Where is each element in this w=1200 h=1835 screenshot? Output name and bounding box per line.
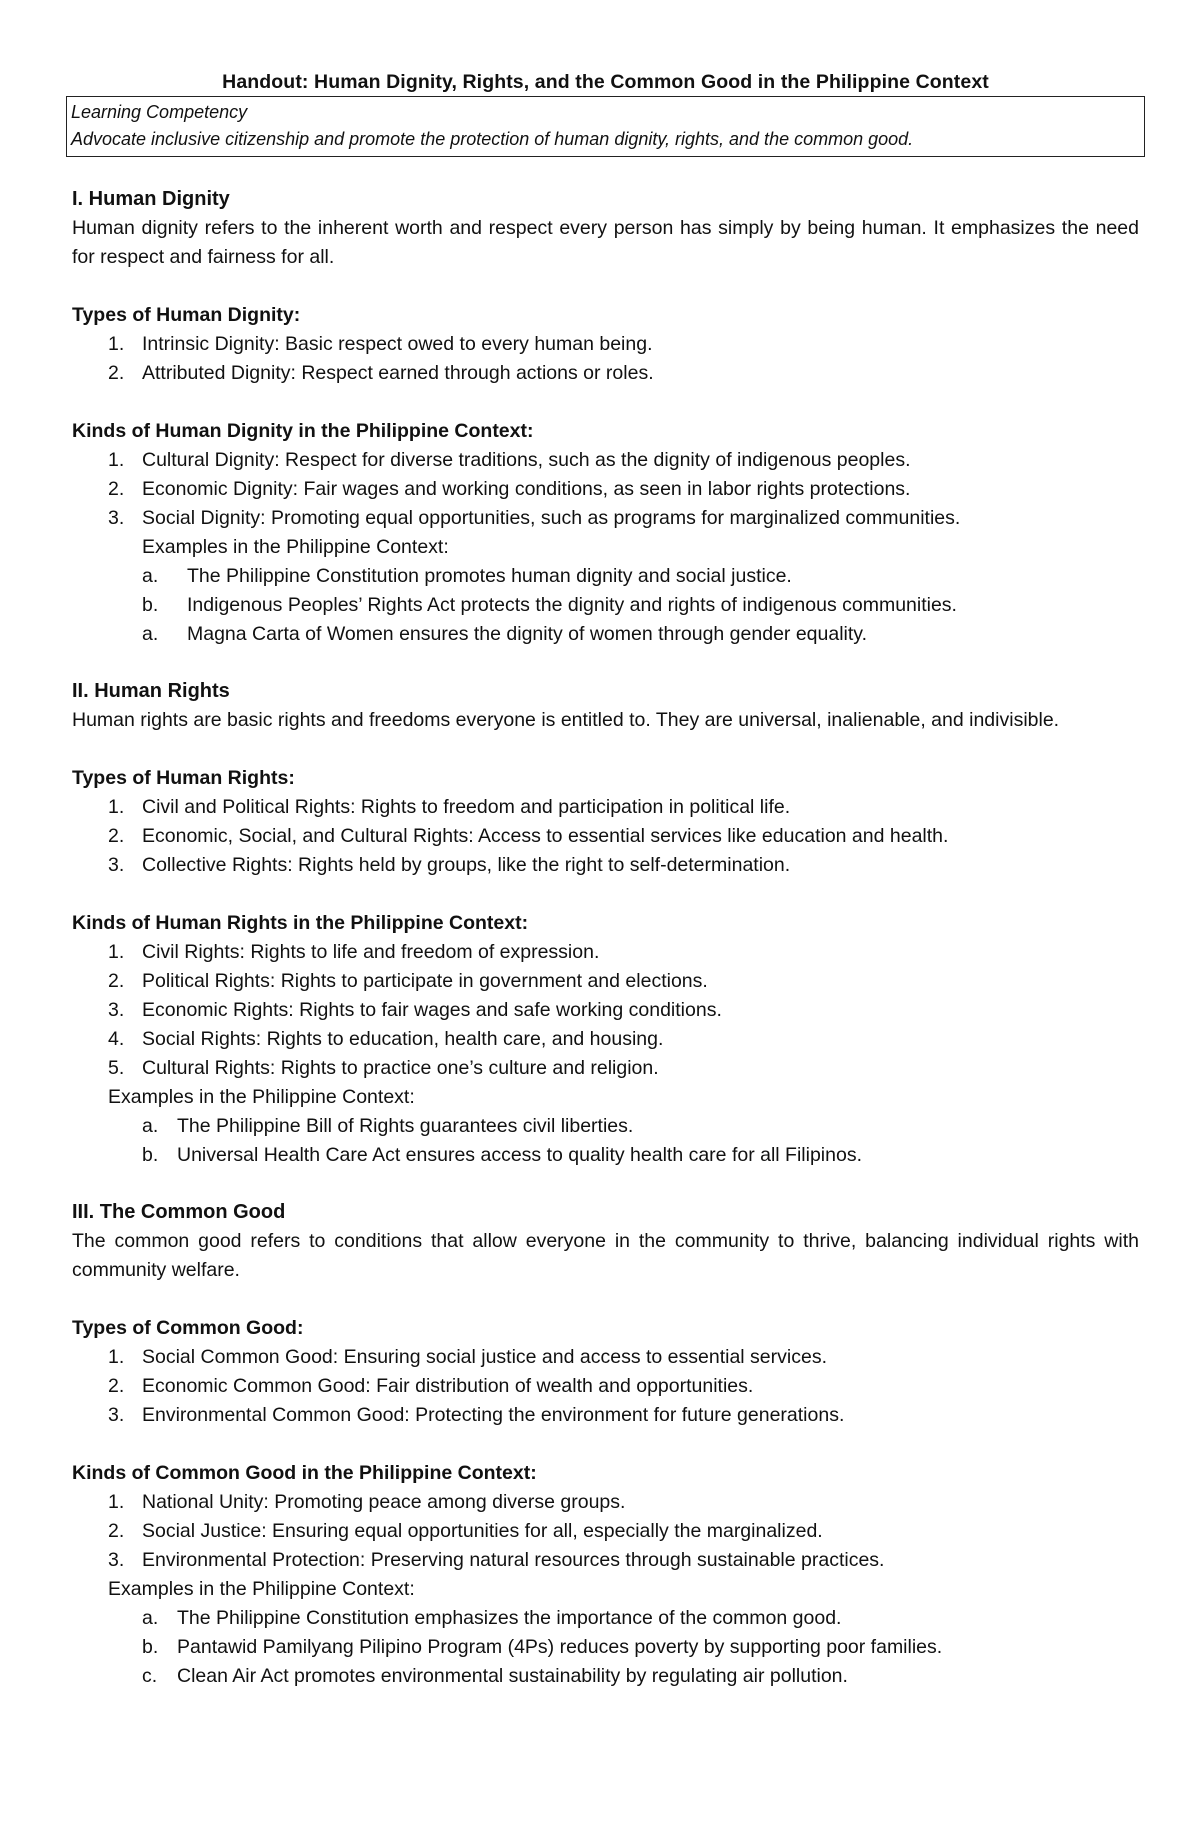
item-number: 3. bbox=[108, 854, 125, 876]
item-number: 4. bbox=[108, 1028, 125, 1050]
kinds-list bbox=[72, 446, 1139, 533]
item-text: The Philippine Constitution promotes human dignity and social justice. bbox=[187, 565, 792, 587]
item-letter: a. bbox=[142, 1607, 159, 1629]
section-heading: I. Human Dignity bbox=[72, 188, 230, 210]
item-text: The Philippine Constitution emphasizes the importance of the common good. bbox=[177, 1607, 842, 1629]
item-text: Intrinsic Dignity: Basic respect owed to every human being. bbox=[142, 333, 653, 355]
list-item bbox=[72, 822, 1139, 851]
item-number: 2. bbox=[108, 1375, 125, 1397]
item-number: 3. bbox=[108, 1404, 125, 1426]
document-title: Handout: Human Dignity, Rights, and the Common Good in the Philippine Context bbox=[222, 71, 989, 93]
item-text: Social Justice: Ensuring equal opportunities for all, especially the marginalized. bbox=[142, 1520, 823, 1542]
list-item bbox=[72, 1025, 1139, 1054]
item-letter: a. bbox=[142, 565, 159, 587]
item-text: Collective Rights: Rights held by groups, like the right to self-determination. bbox=[142, 854, 791, 876]
examples-heading: Examples in the Philippine Context: bbox=[108, 1086, 415, 1108]
item-number: 1. bbox=[108, 796, 125, 818]
section-definition: Human dignity refers to the inherent worth and respect every person has simply by being human. It emphasizes the need for respect and fairness for all. bbox=[72, 217, 1139, 268]
item-letter: a. bbox=[142, 1115, 159, 1137]
types-heading: Types of Common Good: bbox=[72, 1317, 304, 1339]
list-item bbox=[72, 1401, 1139, 1430]
list-item bbox=[72, 996, 1139, 1025]
item-text: Economic Common Good: Fair distribution of wealth and opportunities. bbox=[142, 1375, 754, 1397]
competency-label: Learning Competency bbox=[71, 102, 248, 122]
item-text: Attributed Dignity: Respect earned through actions or roles. bbox=[142, 362, 654, 384]
kinds-list bbox=[72, 1488, 1139, 1575]
learning-competency-box bbox=[66, 96, 1145, 157]
examples-heading: Examples in the Philippine Context: bbox=[142, 536, 449, 558]
list-item bbox=[72, 1141, 1139, 1170]
list-item bbox=[72, 359, 1139, 388]
item-letter: a. bbox=[142, 623, 159, 645]
list-item bbox=[72, 620, 1139, 649]
kinds-list bbox=[72, 938, 1139, 1083]
item-text: Pantawid Pamilyang Pilipino Program (4Ps) reduces poverty by supporting poor families. bbox=[177, 1636, 943, 1658]
item-letter: b. bbox=[142, 1144, 159, 1166]
list-item bbox=[72, 1372, 1139, 1401]
item-number: 1. bbox=[108, 1346, 125, 1368]
list-item bbox=[72, 591, 1139, 620]
section-definition: The common good refers to conditions that allow everyone in the community to thrive, balancing individual rights with community welfare. bbox=[72, 1230, 1139, 1281]
types-list bbox=[72, 330, 1139, 388]
item-letter: b. bbox=[142, 1636, 159, 1658]
item-number: 2. bbox=[108, 478, 125, 500]
list-item bbox=[72, 1112, 1139, 1141]
item-number: 1. bbox=[108, 1491, 125, 1513]
item-text: Environmental Common Good: Protecting the environment for future generations. bbox=[142, 1404, 845, 1426]
item-text: Universal Health Care Act ensures access to quality health care for all Filipinos. bbox=[177, 1144, 862, 1166]
list-item bbox=[72, 446, 1139, 475]
section-human-rights bbox=[72, 677, 1139, 1170]
examples-list bbox=[72, 562, 1139, 649]
item-text: Environmental Protection: Preserving natural resources through sustainable practices. bbox=[142, 1549, 885, 1571]
examples-list bbox=[72, 1112, 1139, 1170]
item-number: 1. bbox=[108, 449, 125, 471]
list-item bbox=[72, 475, 1139, 504]
item-text: National Unity: Promoting peace among diverse groups. bbox=[142, 1491, 626, 1513]
item-text: Clean Air Act promotes environmental sustainability by regulating air pollution. bbox=[177, 1665, 848, 1687]
item-letter: c. bbox=[142, 1665, 158, 1687]
item-text: Civil and Political Rights: Rights to freedom and participation in political life. bbox=[142, 796, 791, 818]
kinds-heading: Kinds of Common Good in the Philippine Context: bbox=[72, 1462, 537, 1484]
item-number: 3. bbox=[108, 507, 125, 529]
section-human-dignity bbox=[72, 185, 1139, 649]
list-item bbox=[72, 562, 1139, 591]
list-item bbox=[72, 851, 1139, 880]
item-number: 3. bbox=[108, 999, 125, 1021]
examples-heading: Examples in the Philippine Context: bbox=[108, 1578, 415, 1600]
handout-content bbox=[72, 68, 1139, 1691]
item-number: 5. bbox=[108, 1057, 125, 1079]
item-text: Cultural Dignity: Respect for diverse traditions, such as the dignity of indigenous peoples. bbox=[142, 449, 911, 471]
item-text: Magna Carta of Women ensures the dignity of women through gender equality. bbox=[187, 623, 868, 645]
item-text: Economic, Social, and Cultural Rights: Access to essential services like education and health. bbox=[142, 825, 949, 847]
item-letter: b. bbox=[142, 594, 159, 616]
item-number: 2. bbox=[108, 1520, 125, 1542]
item-number: 1. bbox=[108, 333, 125, 355]
item-text: Economic Rights: Rights to fair wages and safe working conditions. bbox=[142, 999, 722, 1021]
list-item bbox=[72, 1488, 1139, 1517]
examples-list bbox=[72, 1604, 1139, 1691]
item-number: 2. bbox=[108, 362, 125, 384]
list-item bbox=[72, 504, 1139, 533]
types-heading: Types of Human Dignity: bbox=[72, 304, 301, 326]
item-number: 3. bbox=[108, 1549, 125, 1571]
kinds-heading: Kinds of Human Dignity in the Philippine Context: bbox=[72, 420, 534, 442]
item-text: Economic Dignity: Fair wages and working conditions, as seen in labor rights protections. bbox=[142, 478, 911, 500]
item-number: 2. bbox=[108, 825, 125, 847]
list-item bbox=[72, 938, 1139, 967]
list-item bbox=[72, 1604, 1139, 1633]
list-item bbox=[72, 1633, 1139, 1662]
list-item bbox=[72, 1662, 1139, 1691]
types-list bbox=[72, 1343, 1139, 1430]
list-item bbox=[72, 793, 1139, 822]
section-common-good bbox=[72, 1198, 1139, 1691]
section-heading: II. Human Rights bbox=[72, 680, 230, 702]
list-item bbox=[72, 330, 1139, 359]
item-text: Cultural Rights: Rights to practice one’s culture and religion. bbox=[142, 1057, 659, 1079]
competency-text: Advocate inclusive citizenship and promote the protection of human dignity, rights, and the common good. bbox=[71, 129, 914, 149]
list-item bbox=[72, 1054, 1139, 1083]
item-text: Social Common Good: Ensuring social justice and access to essential services. bbox=[142, 1346, 827, 1368]
list-item bbox=[72, 1517, 1139, 1546]
item-text: Social Dignity: Promoting equal opportunities, such as programs for marginalized communities. bbox=[142, 507, 961, 529]
list-item bbox=[72, 1546, 1139, 1575]
section-definition: Human rights are basic rights and freedoms everyone is entitled to. They are universal, inalienable, and indivisible. bbox=[72, 709, 1060, 731]
item-number: 1. bbox=[108, 941, 125, 963]
kinds-heading: Kinds of Human Rights in the Philippine Context: bbox=[72, 912, 529, 934]
types-list bbox=[72, 793, 1139, 880]
item-number: 2. bbox=[108, 970, 125, 992]
item-text: Political Rights: Rights to participate in government and elections. bbox=[142, 970, 708, 992]
item-text: Social Rights: Rights to education, health care, and housing. bbox=[142, 1028, 664, 1050]
list-item bbox=[72, 967, 1139, 996]
item-text: Civil Rights: Rights to life and freedom of expression. bbox=[142, 941, 600, 963]
list-item bbox=[72, 1343, 1139, 1372]
item-text: The Philippine Bill of Rights guarantees civil liberties. bbox=[177, 1115, 634, 1137]
section-heading: III. The Common Good bbox=[72, 1201, 286, 1223]
types-heading: Types of Human Rights: bbox=[72, 767, 295, 789]
item-text: Indigenous Peoples’ Rights Act protects the dignity and rights of indigenous communities. bbox=[187, 594, 957, 616]
